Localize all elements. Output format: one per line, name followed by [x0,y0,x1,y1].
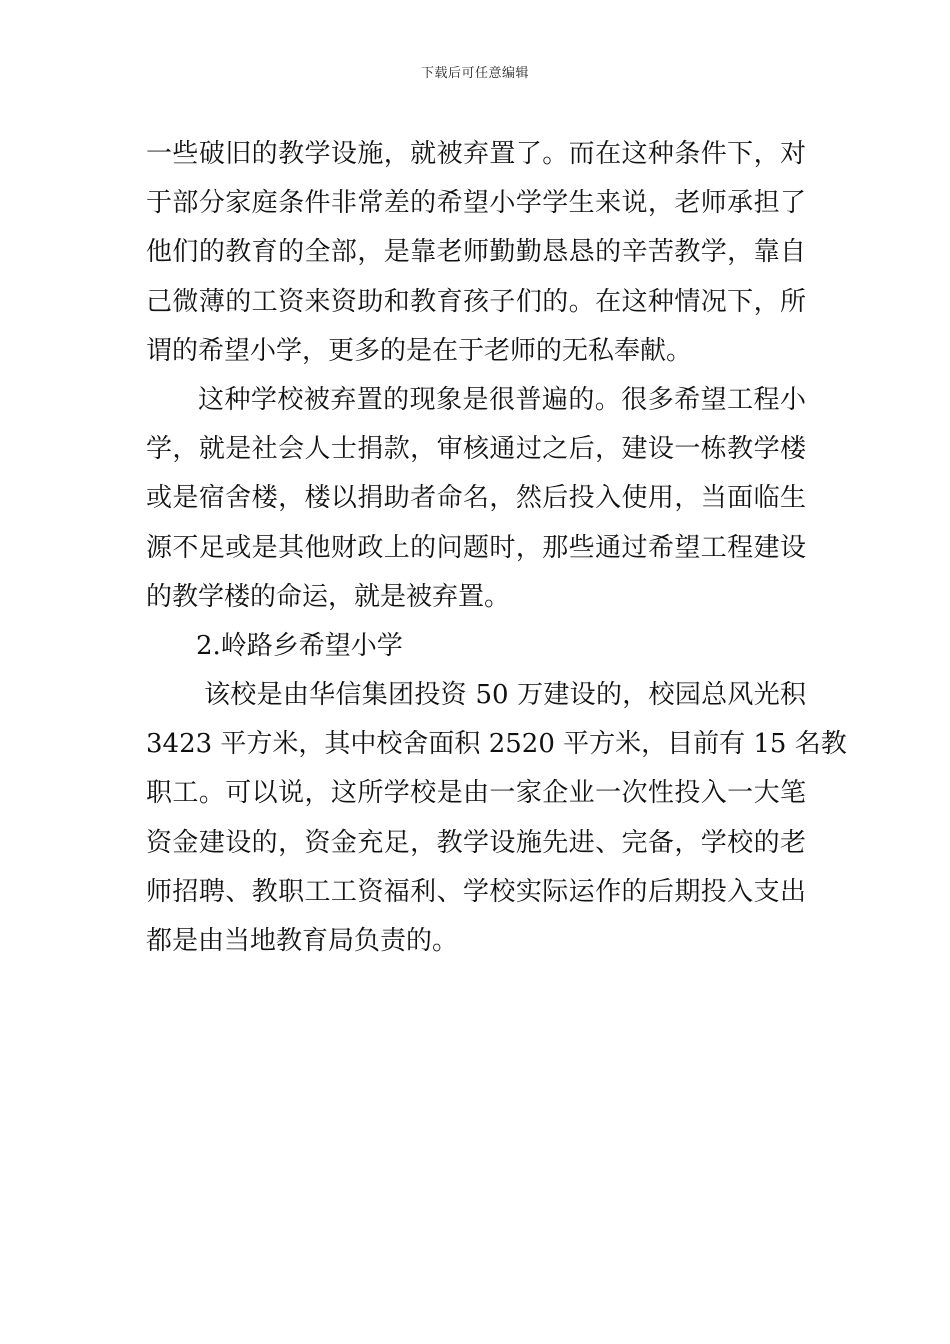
paragraph-line: 源不足或是其他财政上的问题时，那些通过希望工程建设 [146,532,806,563]
paragraph-line: 己微薄的工资来资助和教育孩子们的。在这种情况下，所 [146,286,806,317]
paragraph-line: 3423 平方米，其中校舍面积 2520 平方米，目前有 15 名教 [146,729,847,760]
paragraph-line: 该校是由华信集团投资 50 万建设的，校园总风光积 [204,680,806,711]
body-text [146,130,847,966]
paragraph-line: 学，就是社会人士捐款，审核通过之后，建设一栋教学楼 [146,434,806,465]
paragraph-line: 这种学校被弃置的现象是很普遍的。很多希望工程小 [198,384,806,415]
section-heading: 2.岭路乡希望小学 [196,630,403,661]
paragraph-line: 都是由当地教育局负责的。 [146,926,459,956]
paragraph-line: 他们的教育的全部，是靠老师勤勤恳恳的辛苦教学，靠自 [146,237,806,268]
paragraph-line: 或是宿舍楼，楼以捐助者命名，然后投入使用，当面临生 [146,483,806,514]
page-header: 下载后可任意编辑 [420,66,529,81]
paragraph-line: 的教学楼的命运，就是被弃置。 [146,581,511,612]
paragraph-line: 一些破旧的教学设施，就被弃置了。而在这种条件下，对 [146,139,806,169]
paragraph-line: 于部分家庭条件非常差的希望小学学生来说，老师承担了 [146,188,806,219]
paragraph-line: 职工。可以说，这所学校是由一家企业一次性投入一大笔 [146,778,806,809]
paragraph-line: 资金建设的，资金充足，教学设施先进、完备，学校的老 [146,827,806,858]
paragraph-line: 谓的希望小学，更多的是在于老师的无私奉献。 [146,335,693,366]
paragraph-line: 师招聘、教职工工资福利、学校实际运作的后期投入支出 [146,876,806,907]
